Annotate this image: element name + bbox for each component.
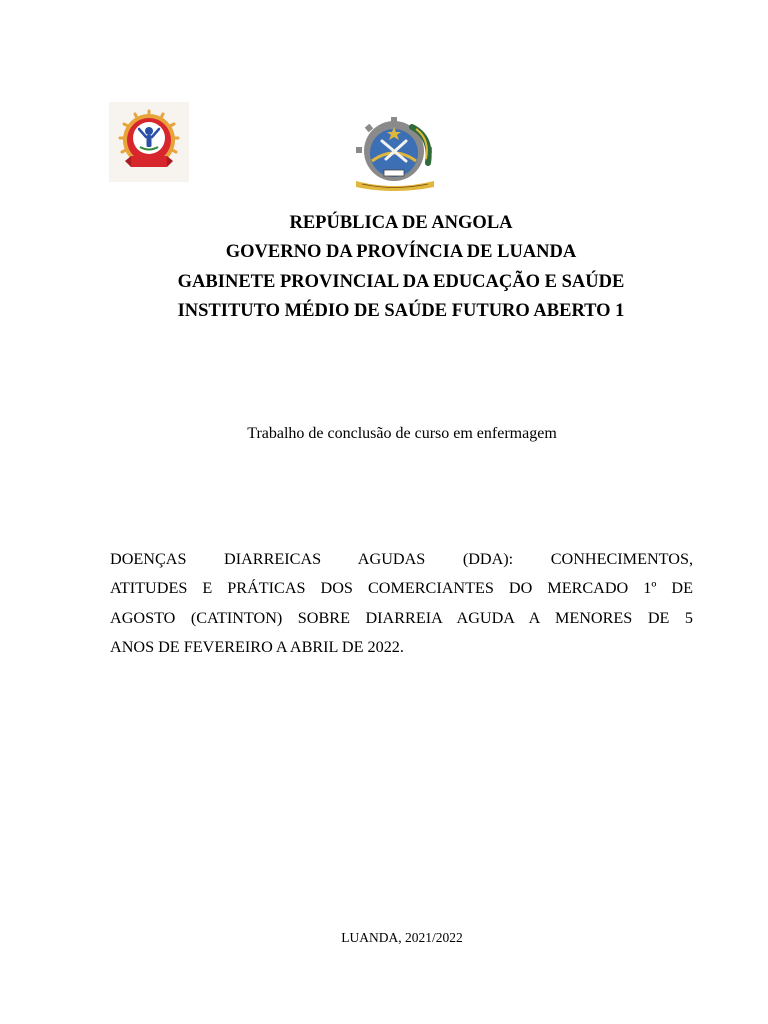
imsfa-emblem-icon — [109, 102, 189, 182]
thesis-title-line: AGOSTO (CATINTON) SOBRE DIARREIA AGUDA A MENORES DE 5 — [110, 608, 693, 627]
coat-of-arms-icon — [346, 115, 446, 195]
header-line-government: GOVERNO DA PROVÍNCIA DE LUANDA — [225, 242, 577, 263]
thesis-title-line: DOENÇAS DIARREICAS AGUDAS (DDA): CONHECIMENTOS, — [110, 550, 693, 568]
header-line-office: GABINETE PROVINCIAL DA EDUCAÇÃO E SAÚDE — [177, 271, 625, 292]
thesis-title-line: ATITUDES E PRÁTICAS DOS COMERCIANTES DO MERCADO 1º DE — [110, 579, 693, 598]
angola-coat-of-arms-logo — [346, 115, 446, 195]
place-and-year: LUANDA, 2021/2022 — [341, 930, 463, 945]
header-line-country: REPÚBLICA DE ANGOLA — [289, 213, 513, 233]
thesis-title-line: ANOS DE FEVEREIRO A ABRIL DE 2022. — [110, 638, 404, 657]
document-subtitle: Trabalho de conclusão de curso em enfermagem — [247, 425, 557, 442]
thesis-title — [110, 545, 693, 663]
imsfa-logo — [109, 102, 189, 182]
header-line-institute: INSTITUTO MÉDIO DE SAÚDE FUTURO ABERTO 1 — [177, 301, 625, 322]
institution-header — [0, 209, 768, 327]
